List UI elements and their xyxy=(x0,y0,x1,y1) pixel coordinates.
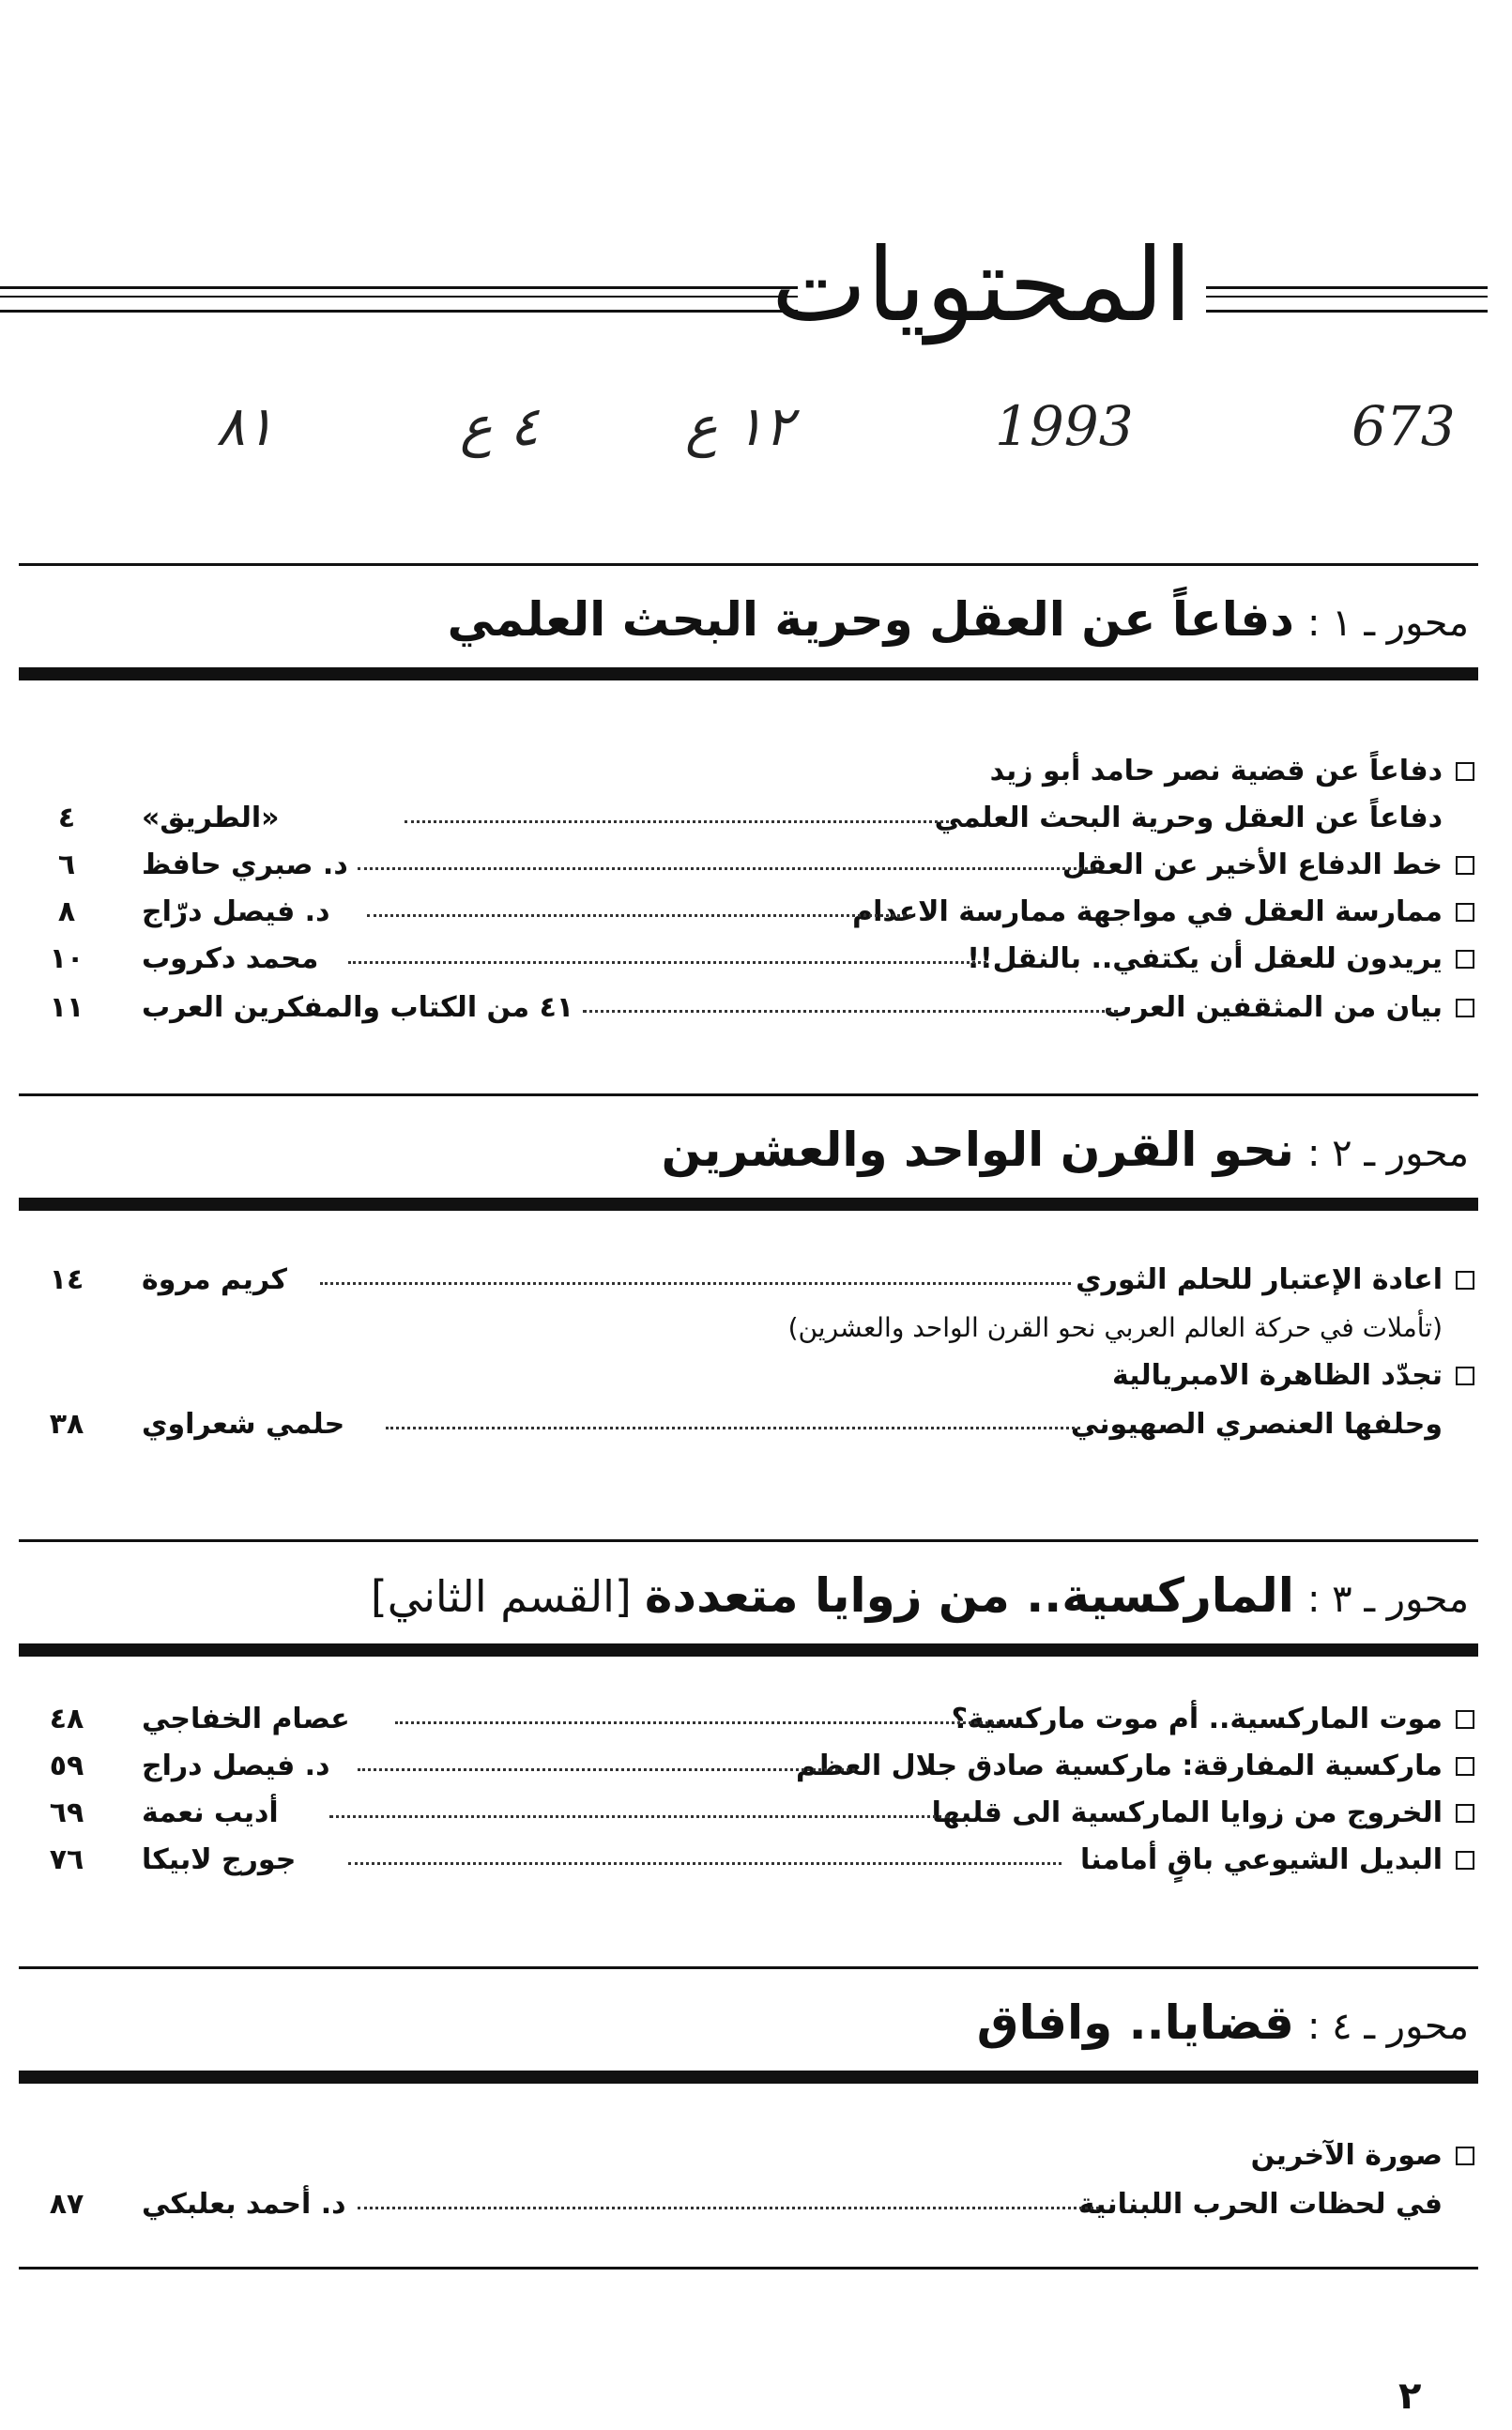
entry-page: ٧٦ xyxy=(49,1843,84,1876)
checkbox-icon xyxy=(1456,1710,1474,1729)
checkbox-icon xyxy=(1456,950,1474,969)
dot-leader xyxy=(329,1815,949,1818)
entry-title: وحلفها العنصري الصهيوني xyxy=(1070,1408,1443,1441)
entry-title: تجدّد الظاهرة الامبريالية xyxy=(1111,1359,1443,1392)
section-label xyxy=(371,1566,1469,1629)
bottom-rule xyxy=(19,2267,1478,2270)
toc-entry[interactable] xyxy=(38,845,1474,886)
section-rule-thick xyxy=(19,1198,1478,1211)
handwritten-note: 673 xyxy=(1352,394,1456,458)
toc-entry[interactable] xyxy=(38,1355,1474,1397)
entry-title: البديل الشيوعي باقٍ أمامنا xyxy=(1079,1843,1443,1876)
dot-leader xyxy=(348,1862,1061,1865)
toc-entry[interactable] xyxy=(38,1746,1474,1787)
title-rule-right xyxy=(1206,286,1488,313)
entry-title: موت الماركسية.. أم موت ماركسية؟ xyxy=(951,1703,1443,1735)
dot-leader xyxy=(583,1010,1118,1013)
section-header xyxy=(19,563,1478,680)
dot-leader xyxy=(405,820,949,823)
checkbox-icon xyxy=(1456,856,1474,875)
toc-entry[interactable] xyxy=(38,2135,1474,2177)
entry-page: ٦ xyxy=(57,848,76,881)
toc-entry[interactable] xyxy=(38,987,1474,1029)
entry-author: حلمي شعراوي xyxy=(142,1408,345,1441)
entry-title: صورة الآخرين xyxy=(1250,2139,1443,2172)
entry-page: ٥٩ xyxy=(49,1750,84,1782)
section-label xyxy=(448,589,1469,653)
entry-subtitle: (تأملات في حركة العالم العربي نحو القرن الواحد والعشرين) xyxy=(787,1312,1443,1343)
toc-entry[interactable] xyxy=(38,1793,1474,1834)
section-rule-thin xyxy=(19,1093,1478,1096)
entry-author: «الطريق» xyxy=(142,802,280,834)
dot-leader xyxy=(358,867,1099,870)
entry-author: د. صبري حافظ xyxy=(142,848,348,881)
entry-page: ٤ xyxy=(57,802,76,834)
toc-entry[interactable] xyxy=(38,1404,1474,1445)
entry-author: ٤١ من الكتاب والمفكرين العرب xyxy=(142,991,574,1024)
section-rule-thin xyxy=(19,563,1478,566)
toc-entry[interactable] xyxy=(38,1840,1474,1881)
checkbox-icon xyxy=(1456,1851,1474,1870)
checkbox-icon xyxy=(1456,1367,1474,1385)
entry-author: محمد دكروب xyxy=(142,942,319,975)
entry-page: ١١ xyxy=(49,991,84,1024)
section-rule-thick xyxy=(19,667,1478,680)
toc-entry[interactable] xyxy=(38,798,1474,839)
entry-author: د. فيصل دراج xyxy=(142,1750,330,1782)
entry-author: عصام الخفاجي xyxy=(142,1703,350,1735)
toc-entry[interactable] xyxy=(38,2184,1474,2225)
toc-entry[interactable] xyxy=(38,751,1474,792)
dot-leader xyxy=(386,1427,1080,1429)
entry-title: دفاعاً عن العقل وحرية البحث العلمي xyxy=(934,802,1443,834)
entry-page: ٦٩ xyxy=(49,1796,84,1829)
dot-leader xyxy=(320,1282,1071,1285)
section-subtitle: [القسم الثاني] xyxy=(370,1571,632,1622)
toc-entry[interactable] xyxy=(38,939,1474,980)
section-axis-word: محور ـ ١ : xyxy=(1306,602,1469,645)
section-rule-thin xyxy=(19,1966,1478,1969)
checkbox-icon xyxy=(1456,999,1474,1017)
entry-page: ١٤ xyxy=(49,1263,84,1296)
title-rule-left xyxy=(0,286,798,313)
checkbox-icon xyxy=(1456,903,1474,922)
toc-entry[interactable] xyxy=(38,1260,1474,1301)
dot-leader xyxy=(358,2207,1099,2209)
entry-page: ٨ xyxy=(57,895,76,928)
section-title: قضايا.. وافاق xyxy=(976,1995,1294,2050)
title-block xyxy=(0,211,1512,352)
entry-title: الخروج من زوايا الماركسية الى قلبها xyxy=(931,1796,1443,1829)
section-axis-word: محور ـ ٤ : xyxy=(1306,2005,1469,2048)
checkbox-icon xyxy=(1456,1804,1474,1823)
section-axis-word: محور ـ ٣ : xyxy=(1306,1578,1469,1621)
section-title: نحو القرن الواحد والعشرين xyxy=(661,1123,1294,1177)
entry-title: دفاعاً عن قضية نصر حامد أبو زيد xyxy=(989,755,1443,787)
entry-page: ٣٨ xyxy=(49,1408,84,1441)
section-header xyxy=(19,1539,1478,1657)
page-title: المحتويات xyxy=(771,227,1192,344)
section-title: الماركسية.. من زوايا متعددة xyxy=(644,1568,1294,1623)
entry-title: يريدون للعقل أن يكتفي.. بالنقل!! xyxy=(967,942,1443,975)
entry-author: أديب نعمة xyxy=(142,1796,279,1829)
section-rule-thin xyxy=(19,1539,1478,1542)
handwritten-note: ٤ ع xyxy=(460,394,540,458)
entry-title: في لحظات الحرب اللبنانية xyxy=(1077,2188,1443,2221)
entry-author: كريم مروة xyxy=(142,1263,287,1296)
toc-entry[interactable] xyxy=(38,1699,1474,1740)
checkbox-icon xyxy=(1456,1271,1474,1290)
handwritten-note: 1993 xyxy=(995,394,1134,458)
entry-title: بيان من المثقفين العرب xyxy=(1104,991,1443,1024)
section-label xyxy=(977,1993,1469,2056)
dot-leader xyxy=(358,1768,855,1771)
entry-title: ماركسية المفارقة: ماركسية صادق جلال العظم xyxy=(795,1750,1443,1782)
entry-title: ممارسة العقل في مواجهة ممارسة الاعدام xyxy=(852,895,1443,928)
entry-author: د. أحمد بعلبكي xyxy=(142,2188,346,2221)
entry-title: خط الدفاع الأخير عن العقل xyxy=(1061,848,1443,881)
dot-leader xyxy=(348,961,986,964)
checkbox-icon xyxy=(1456,762,1474,781)
toc-entry[interactable] xyxy=(38,892,1474,933)
entry-title: اعادة الإعتبار للحلم الثوري xyxy=(1076,1263,1443,1296)
checkbox-icon xyxy=(1456,1757,1474,1776)
section-rule-thick xyxy=(19,2071,1478,2084)
entry-author: د. فيصل درّاج xyxy=(142,895,330,928)
handwritten-note: ١٢ ع xyxy=(685,394,794,458)
dot-leader xyxy=(395,1721,1005,1724)
section-header xyxy=(19,1093,1478,1211)
entry-page: ٤٨ xyxy=(49,1703,84,1735)
entry-page: ١٠ xyxy=(49,942,84,975)
entry-page: ٨٧ xyxy=(49,2188,84,2221)
entry-author: جورج لابيكا xyxy=(142,1843,297,1876)
section-axis-word: محور ـ ٢ : xyxy=(1306,1132,1469,1175)
section-rule-thick xyxy=(19,1643,1478,1657)
dot-leader xyxy=(367,914,911,917)
checkbox-icon xyxy=(1456,2147,1474,2165)
toc-entry[interactable] xyxy=(38,1307,1474,1349)
page-number: ٢ xyxy=(1398,2375,1422,2418)
handwritten-note: ٨١ xyxy=(216,394,275,458)
section-label xyxy=(662,1120,1469,1184)
section-header xyxy=(19,1966,1478,2084)
section-title: دفاعاً عن العقل وحرية البحث العلمي xyxy=(447,592,1294,647)
